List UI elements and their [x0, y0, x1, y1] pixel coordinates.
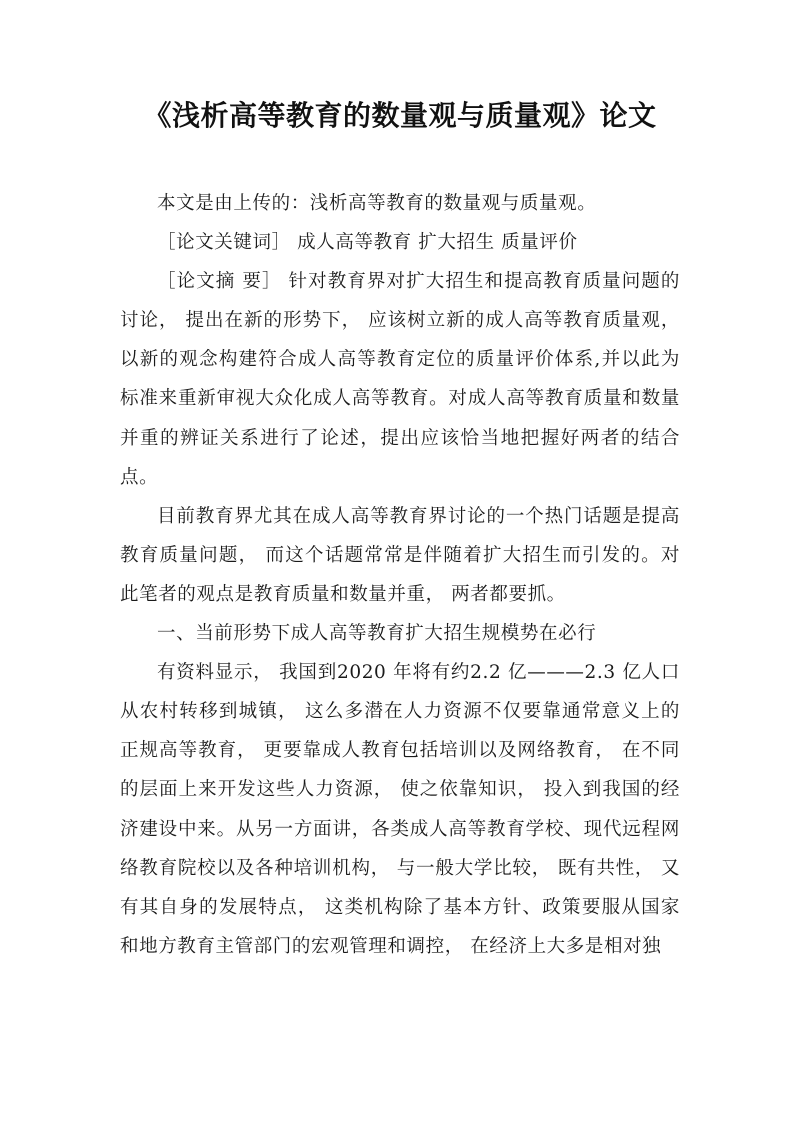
- abstract-paragraph: ［论文摘 要］ 针对教育界对扩大招生和提高教育质量问题的讨论， 提出在新的形势下， 应该树立新的成人高等教育质量观， 以新的观念构建符合成人高等教育定位的质量评价体系,并以此为标准来重新审视大众化成人高等教育。对成人高等教育质量和数量并重的辨证关系进行了论述，提出应该恰当地把握好两者的结合点。: [120, 271, 680, 488]
- section-heading: 一、当前形势下成人高等教育扩大招生规模势在必行: [157, 623, 597, 645]
- section-body-paragraph: 有资料显示， 我国到2020 年将有约2.2 亿———2.3 亿人口从农村转移到城镇， 这么多潜在人力资源不仅要靠通常意义上的正规高等教育， 更要靠成人教育包括培训以及网络教育， 在不同的层面上来开发这些人力资源， 使之依靠知识， 投入到我国的经济建设中来。从另一方面讲，各类成人高等教育学校、现代远程网络教育院校以及各种培训机构， 与一般大学比较， 既有共性， 又有其自身的发展特点， 这类机构除了基本方针、政策要服从国家和地方教育主管部门的宏观管理和调控， 在经济上大多是相对独: [120, 662, 680, 957]
- keywords-paragraph: ［论文关键词］ 成人高等教育 扩大招生 质量评价: [157, 232, 578, 254]
- document-title: 《浅析高等教育的数量观与质量观》论文: [143, 99, 657, 132]
- document-body: [120, 184, 680, 966]
- upload-note-paragraph: 本文是由上传的：浅析高等教育的数量观与质量观。: [157, 193, 597, 214]
- intro-paragraph: 目前教育界尤其在成人高等教育界讨论的一个热门话题是提高教育质量问题， 而这个话题常常是伴随着扩大招生而引发的。对此笔者的观点是教育质量和数量并重， 两者都要抓。: [120, 505, 680, 605]
